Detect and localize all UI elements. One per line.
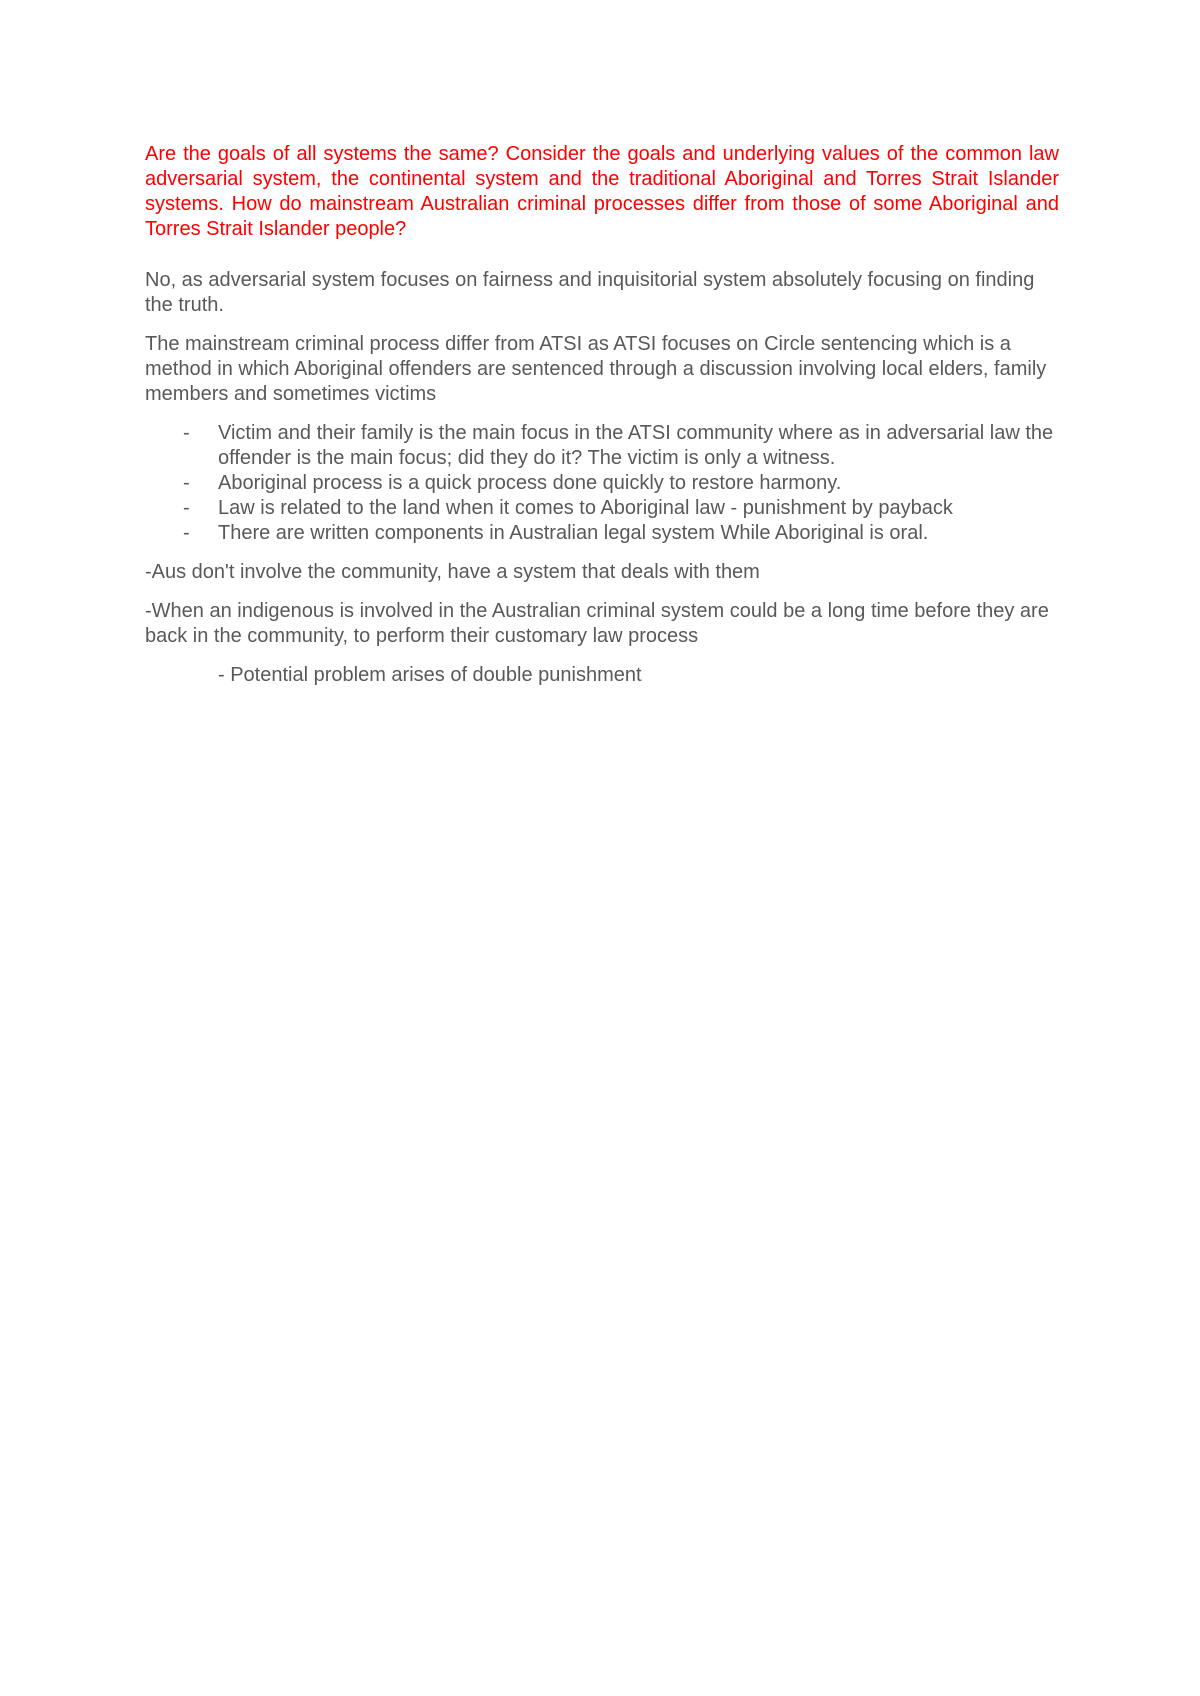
bullet-dash: - [183,497,190,519]
answer-intro-paragraph: No, as adversarial system focuses on fairness and inquisitorial system absolutely focusing on finding the truth. [145,269,1035,316]
bullet-dash: - [183,472,190,494]
community-point-paragraph: -Aus don't involve the community, have a system that deals with them [145,561,760,583]
list-item [145,496,1059,521]
list-item-text: Victim and their family is the main focus in the ATSI community where as in adversarial law the offender is the main focus; did they do it? The victim is only a witness. [218,422,1054,469]
list-item [145,471,1059,496]
bullet-dash: - [183,522,190,544]
list-item-text: Law is related to the land when it comes to Aboriginal law - punishment by payback [218,497,953,519]
list-item-text: There are written components in Australian legal system While Aboriginal is oral. [218,522,929,544]
question-text: Are the goals of all systems the same? Consider the goals and underlying values of the common law adversarial system, the continental system and the traditional Aboriginal and Torres Strait Islander systems. How do mainstream Australian criminal processes differ from those of some Aboriginal and Torres Strait Islander people? [145,143,1059,240]
bullet-dash: - [183,422,190,444]
list-item [145,521,1059,546]
document-content [145,142,1059,702]
list-item-text: Aboriginal process is a quick process done quickly to restore harmony. [218,472,842,494]
mainstream-process-paragraph: The mainstream criminal process differ from ATSI as ATSI focuses on Circle sentencing which is a method in which Aboriginal offenders are sentenced through a discussion involving local elders, family members and sometimes victims [145,333,1047,405]
list-item [145,421,1059,471]
comparison-bullet-list [145,421,1059,546]
double-punishment-subpoint: - Potential problem arises of double punishment [218,664,642,686]
indigenous-point-paragraph: -When an indigenous is involved in the Australian criminal system could be a long time before they are back in the community, to perform their customary law process [145,600,1049,647]
